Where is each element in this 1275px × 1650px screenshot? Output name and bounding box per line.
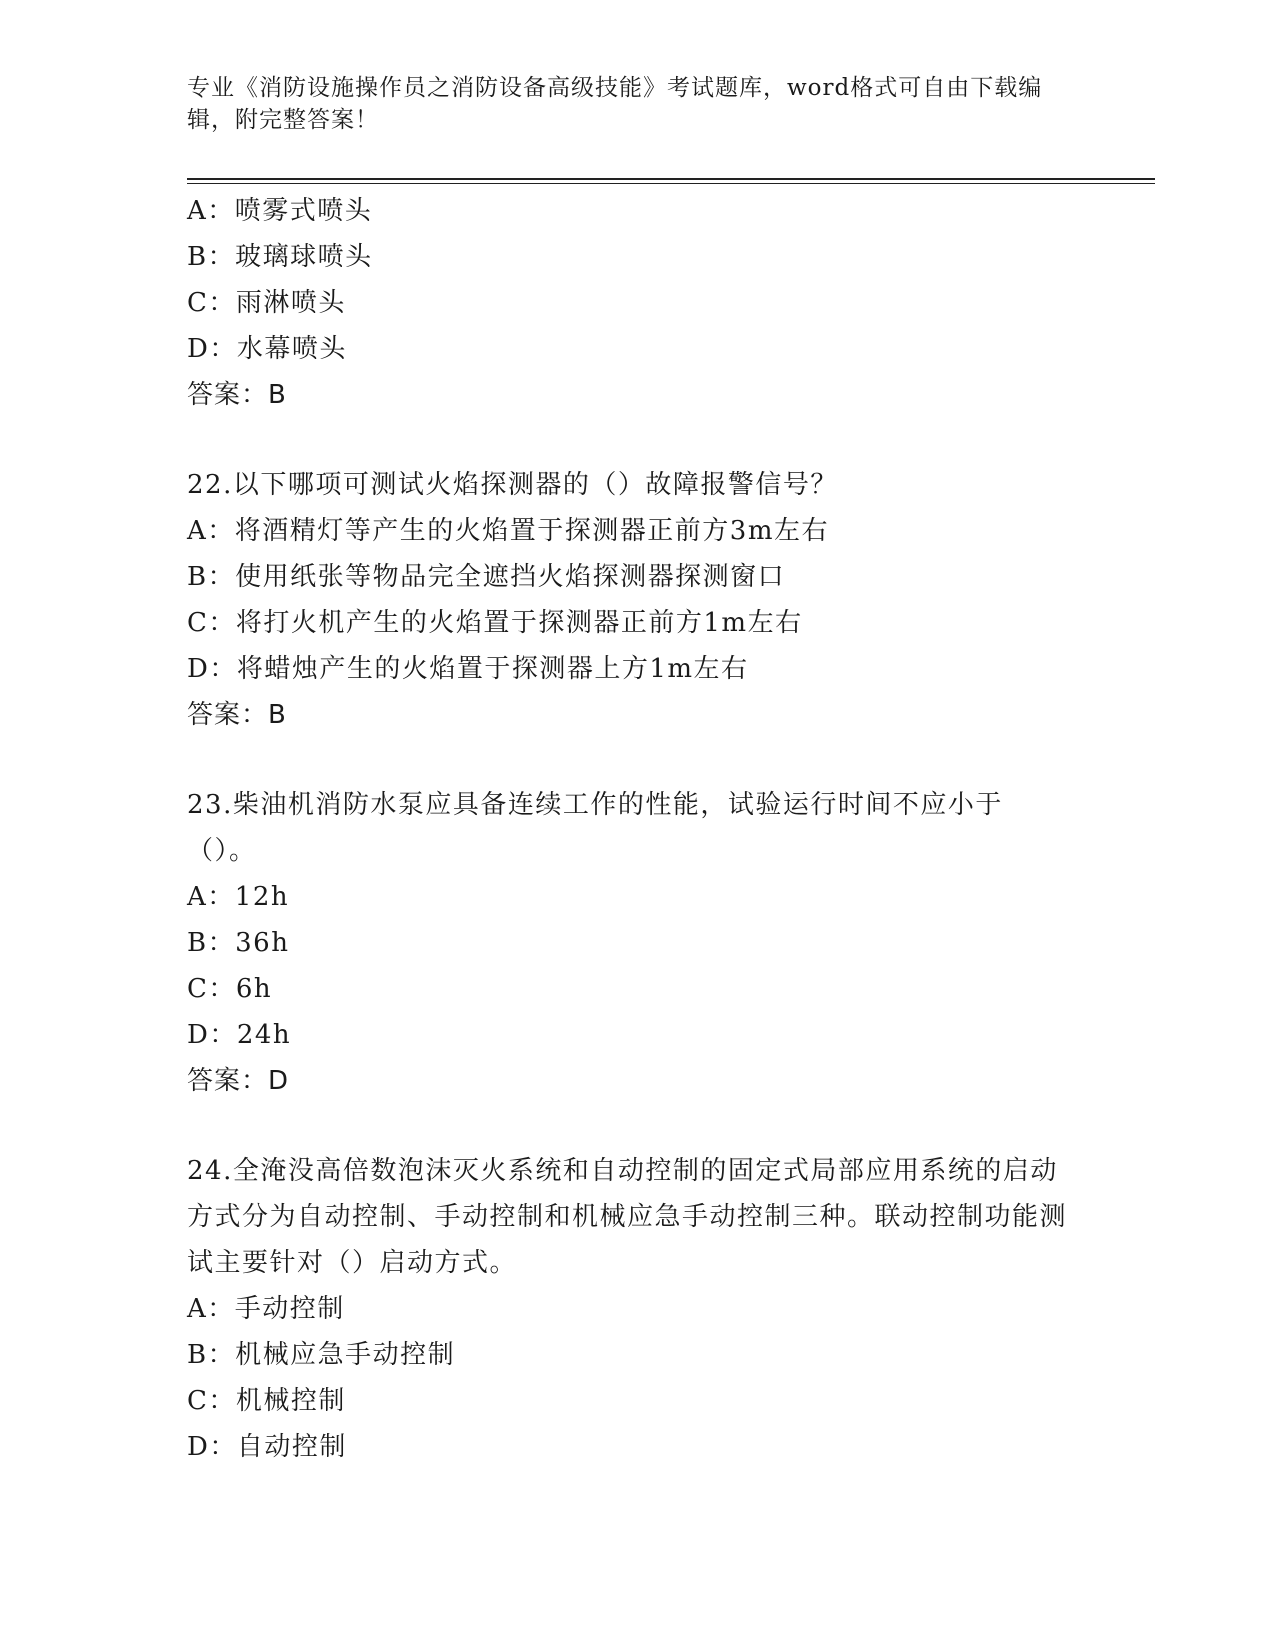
header-divider-thin	[187, 183, 1155, 184]
question-21-continued	[187, 188, 1087, 418]
question-stem: 23.柴油机消防水泵应具备连续工作的性能，试验运行时间不应小于（）。	[187, 790, 1003, 866]
option-a: A：将酒精灯等产生的火焰置于探测器正前方3m左右	[187, 516, 829, 546]
option-b: B：机械应急手动控制	[187, 1340, 456, 1370]
question-stem: 24.全淹没高倍数泡沫灭火系统和自动控制的固定式局部应用系统的启动方式分为自动控制、手动控制和机械应急手动控制三种。联动控制功能测试主要针对（）启动方式。	[187, 1156, 1068, 1278]
answer-label: 答案：B	[187, 380, 287, 410]
question-24	[187, 1148, 1087, 1470]
option-a: A：12h	[187, 882, 290, 912]
option-d: D：自动控制	[187, 1432, 347, 1462]
option-a: A：手动控制	[187, 1294, 345, 1324]
question-22	[187, 462, 1087, 738]
document-header: 专业《消防设施操作员之消防设备高级技能》考试题库，word格式可自由下载编辑，附完整答案！	[187, 75, 1043, 133]
option-a: A：喷雾式喷头	[187, 196, 373, 226]
option-c: C：雨淋喷头	[187, 288, 346, 318]
header-divider	[187, 178, 1155, 180]
answer-label: 答案：D	[187, 1066, 290, 1096]
option-b: B：玻璃球喷头	[187, 242, 373, 272]
option-d: D：将蜡烛产生的火焰置于探测器上方1m左右	[187, 654, 749, 684]
option-c: C：机械控制	[187, 1386, 346, 1416]
option-c: C：6h	[187, 974, 273, 1004]
option-d: D：24h	[187, 1020, 292, 1050]
answer-label: 答案：B	[187, 700, 287, 730]
option-b: B：使用纸张等物品完全遮挡火焰探测器探测窗口	[187, 562, 786, 592]
option-b: B：36h	[187, 928, 290, 958]
option-c: C：将打火机产生的火焰置于探测器正前方1m左右	[187, 608, 803, 638]
question-list	[187, 188, 1087, 1470]
option-d: D：水幕喷头	[187, 334, 347, 364]
question-stem: 22.以下哪项可测试火焰探测器的（）故障报警信号？	[187, 470, 838, 500]
question-23	[187, 782, 1087, 1104]
